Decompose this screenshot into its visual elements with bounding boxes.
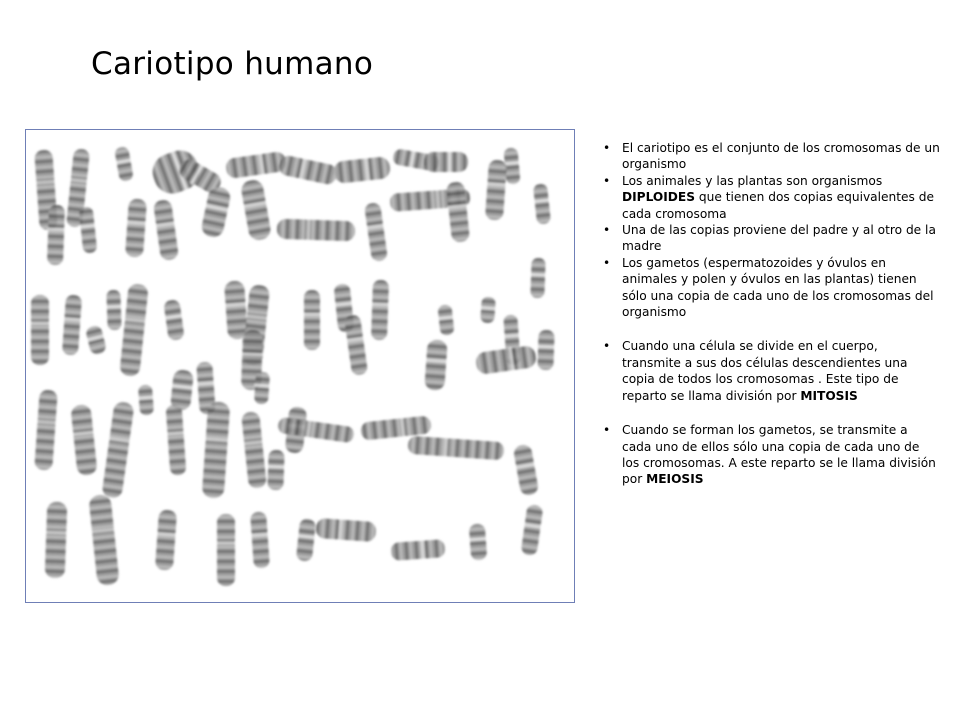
chromosome-shape bbox=[154, 509, 178, 570]
chromosome-shape bbox=[343, 314, 369, 376]
bullet-item: • El cariotipo es el conjunto de los cromosomas de un organismo bbox=[600, 140, 940, 173]
chromosome-shape bbox=[223, 280, 249, 339]
chromosome-shape bbox=[536, 330, 555, 371]
bullet-list bbox=[600, 140, 940, 488]
chromosome-shape bbox=[295, 518, 317, 562]
chromosome-shape bbox=[532, 183, 552, 224]
chromosome-shape bbox=[46, 205, 66, 266]
chromosome-shape bbox=[44, 502, 69, 579]
chromosome-shape bbox=[390, 538, 445, 562]
karyotype-chromosomes bbox=[26, 130, 574, 602]
chromosome-shape bbox=[162, 299, 185, 341]
chromosome-shape bbox=[315, 517, 376, 543]
chromosome-shape bbox=[118, 283, 149, 377]
chromosome-shape bbox=[225, 150, 287, 180]
chromosome-shape bbox=[30, 295, 50, 365]
chromosome-shape bbox=[100, 401, 135, 499]
bullet-item: • Una de las copias proviene del padre y al otro de la madre bbox=[600, 222, 940, 255]
chromosome-shape bbox=[199, 185, 233, 239]
chromosome-shape bbox=[169, 369, 195, 411]
bullet-item: • Cuando se forman los gametos, se transmite a cada uno de ellos sólo una copia de cada uno de los cromosomas. A este reparto se le llama división por MEIOSIS bbox=[600, 422, 940, 488]
chromosome-shape bbox=[484, 159, 508, 220]
chromosome-shape bbox=[512, 444, 540, 497]
chromosome-shape bbox=[479, 296, 497, 323]
chromosome-shape bbox=[445, 181, 471, 243]
chromosome-shape bbox=[277, 218, 356, 243]
karyotype-image bbox=[25, 129, 575, 603]
chromosome-shape bbox=[124, 198, 148, 257]
keyword-meiosis: MEIOSIS bbox=[646, 472, 704, 487]
chromosome-shape bbox=[216, 514, 236, 586]
chromosome-shape bbox=[69, 404, 98, 476]
chromosome-shape bbox=[240, 411, 268, 489]
chromosome-shape bbox=[33, 389, 59, 470]
keyword-diploides: DIPLOIDES bbox=[622, 190, 696, 205]
chromosome-shape bbox=[78, 206, 99, 253]
chromosome-shape bbox=[436, 304, 455, 336]
chromosome-shape bbox=[303, 290, 321, 350]
chromosome-shape bbox=[113, 146, 135, 182]
chromosome-shape bbox=[165, 404, 188, 475]
chromosome-shape bbox=[277, 153, 338, 187]
chromosome-shape bbox=[84, 324, 108, 356]
bullet-item: • Cuando una célula se divide en el cuerpo, transmite a sus dos células descendientes una copia de todos los cromosomas . Este tipo de reparto se llama división por MITOSIS bbox=[600, 338, 940, 404]
chromosome-shape bbox=[529, 258, 546, 299]
chromosome-shape bbox=[468, 523, 488, 560]
chromosome-shape bbox=[520, 504, 545, 556]
chromosome-shape bbox=[333, 155, 391, 185]
chromosome-shape bbox=[423, 339, 448, 390]
bullet-item: • Los gametos (espermatozoides y óvulos en animales y polen y óvulos en las plantas) tienen sólo una copia de cada uno de los cromosomas del organismo bbox=[600, 255, 940, 321]
chromosome-shape bbox=[363, 202, 389, 262]
chromosome-shape bbox=[407, 435, 504, 462]
chromosome-shape bbox=[424, 151, 468, 173]
chromosome-shape bbox=[152, 199, 180, 261]
chromosome-shape bbox=[137, 384, 155, 415]
chromosome-shape bbox=[239, 178, 273, 241]
chromosome-shape bbox=[61, 294, 83, 355]
keyword-mitosis: MITOSIS bbox=[800, 388, 858, 403]
chromosome-shape bbox=[201, 401, 232, 498]
chromosome-shape bbox=[87, 494, 120, 586]
chromosome-shape bbox=[266, 450, 285, 491]
chromosome-shape bbox=[370, 280, 390, 341]
slide-title: Cariotipo humano bbox=[91, 46, 374, 82]
bullet-item: • Los animales y las plantas son organismos DIPLOIDES que tienen dos copias equivalentes de cada cromosoma bbox=[600, 173, 940, 222]
chromosome-shape bbox=[249, 511, 271, 568]
chromosome-shape bbox=[105, 290, 122, 331]
